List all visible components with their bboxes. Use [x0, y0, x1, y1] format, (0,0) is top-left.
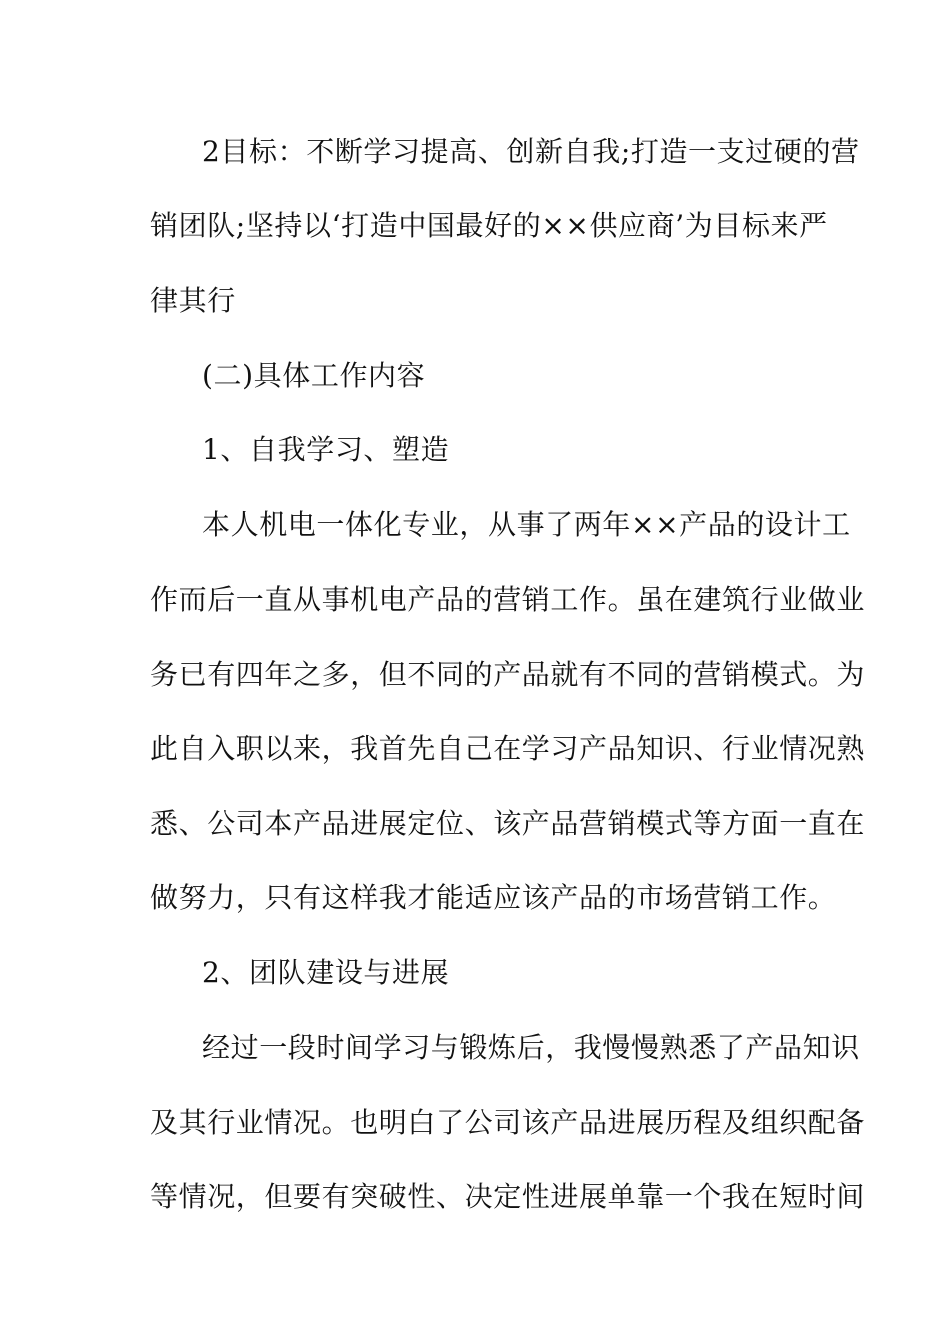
- paragraph-self-line-2: 作而后一直从事机电产品的营销工作。虽在建筑行业做业: [150, 583, 866, 616]
- paragraph-self-line-3: 务已有四年之多，但不同的产品就有不同的营销模式。为: [150, 658, 866, 691]
- section-heading-work-content: (二)具体工作内容: [202, 359, 426, 392]
- paragraph-self-line-1: 本人机电一体化专业，从事了两年××产品的设计工: [202, 508, 851, 541]
- paragraph-team-line-1: 经过一段时间学习与锻炼后，我慢慢熟悉了产品知识: [202, 1031, 860, 1064]
- paragraph-team-line-2: 及其行业情况。也明白了公司该产品进展历程及组织配备: [150, 1106, 866, 1139]
- paragraph-team-line-3: 等情况，但要有突破性、决定性进展单靠一个我在短时间: [150, 1180, 866, 1213]
- paragraph-goal-line-1: 2目标：不断学习提高、创新自我;打造一支过硬的营: [202, 135, 860, 168]
- paragraph-goal-line-2: 销团队;坚持以‘打造中国最好的××供应商’为目标来严: [150, 209, 828, 242]
- subheading-self-learning: 1、自我学习、塑造: [202, 433, 450, 466]
- paragraph-goal-line-3: 律其行: [150, 284, 236, 317]
- paragraph-self-line-6: 做努力，只有这样我才能适应该产品的市场营销工作。: [150, 881, 837, 914]
- paragraph-self-line-5: 悉、公司本产品进展定位、该产品营销模式等方面一直在: [150, 807, 866, 840]
- subheading-team-building: 2、团队建设与进展: [202, 956, 450, 989]
- paragraph-self-line-4: 此自入职以来，我首先自己在学习产品知识、行业情况熟: [150, 732, 866, 765]
